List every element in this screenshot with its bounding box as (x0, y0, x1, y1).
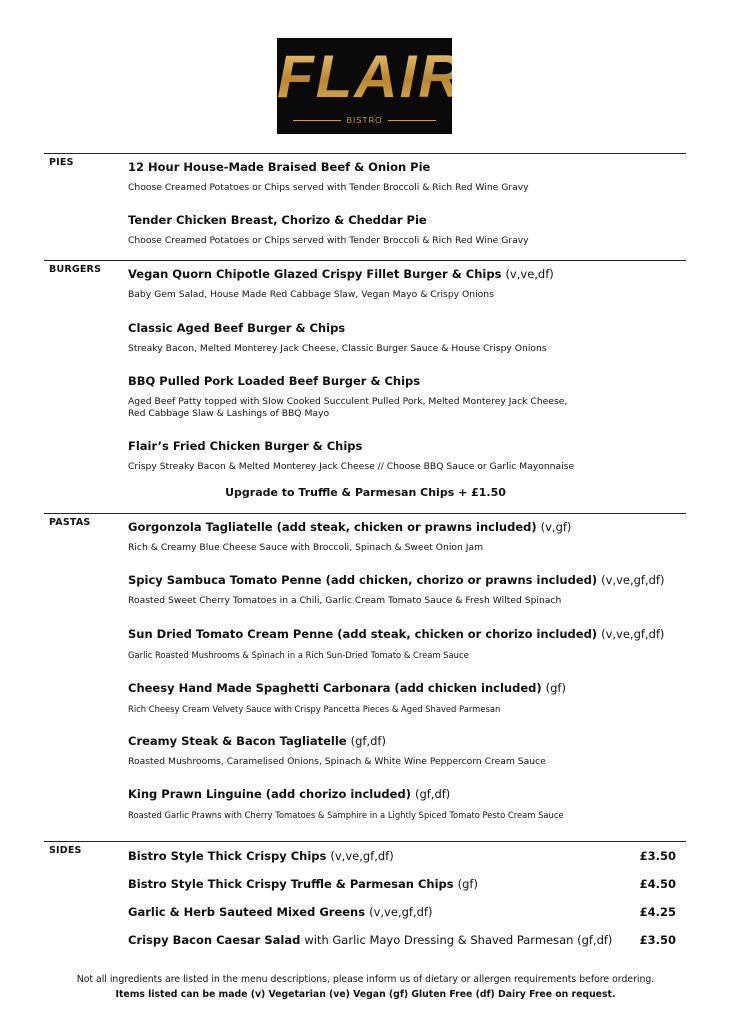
side-item-price: £3.50 (639, 933, 676, 947)
dietary-tags: (gf,df) (350, 734, 386, 748)
menu-item-description: Choose Creamed Potatoes or Chips served with Tender Broccoli & Rich Red Wine Gravy (128, 235, 529, 246)
dietary-tags: (gf) (457, 877, 478, 891)
menu-item-name (128, 787, 648, 801)
section-label-sides: SIDES (49, 845, 82, 856)
section-divider-sides (44, 841, 686, 842)
description-line: Red Cabbage Slaw & Lashings of BBQ Mayo (128, 408, 330, 419)
menu-item (128, 787, 648, 821)
side-item-name (128, 933, 612, 947)
menu-item-name: Classic Aged Beef Burger & Chips (128, 321, 346, 335)
menu-item-name (128, 520, 648, 534)
menu-item-description: Rich Cheesy Cream Velvety Sauce with Crispy Pancetta Pieces & Aged Shaved Parmesan (128, 704, 501, 714)
section-label-burgers: BURGERS (49, 264, 102, 275)
side-item-title: Crispy Bacon Caesar Salad (128, 933, 301, 947)
menu-item-description: Choose Creamed Potatoes or Chips served with Tender Broccoli & Rich Red Wine Gravy (128, 182, 529, 193)
logo-rule-left (293, 120, 341, 121)
dietary-tags: (v,ve,gf,df) (601, 573, 665, 587)
side-item (128, 877, 676, 891)
dietary-tags: (v,gf) (540, 520, 572, 534)
menu-item-name (128, 681, 648, 695)
dietary-tags: (v,ve,gf,df) (330, 849, 394, 863)
dietary-tags: (gf,df) (414, 787, 451, 801)
menu-item (128, 734, 648, 768)
logo-rule-right (388, 120, 436, 121)
side-item-price: £4.50 (639, 877, 676, 891)
dietary-tags: (v,ve,gf,df) (601, 627, 665, 641)
allergen-note: Not all ingredients are listed in the menu descriptions, please inform us of dietary or allergen requirements before ordering. (76, 974, 655, 985)
menu-item-description: Streaky Bacon, Melted Monterey Jack Cheese, Classic Burger Sauce & House Crispy Onions (128, 343, 547, 354)
menu-item-description: Crispy Streaky Bacon & Melted Monterey Jack Cheese // Choose BBQ Sauce or Garlic Mayonnaise (128, 461, 575, 472)
menu-item-description: Baby Gem Salad, House Made Red Cabbage Slaw, Vegan Mayo & Crispy Onions (128, 289, 494, 300)
side-item-extra: with Garlic Mayo Dressing & Shaved Parmesan (gf,df) (304, 933, 613, 947)
side-item-name (128, 849, 394, 863)
menu-item-name (128, 267, 648, 281)
menu-item-title: Spicy Sambuca Tomato Penne (add chicken, chorizo or prawns included) (128, 573, 598, 587)
section-label-pies: PIES (49, 157, 74, 168)
menu-item-title: Gorgonzola Tagliatelle (add steak, chicken or prawns included) (128, 520, 537, 534)
upgrade-note: Upgrade to Truffle & Parmesan Chips + £1.50 (225, 486, 506, 499)
menu-item-title: King Prawn Linguine (add chorizo included) (128, 787, 411, 801)
menu-item-title: Sun Dried Tomato Cream Penne (add steak, chicken or chorizo included) (128, 627, 598, 641)
side-item-title: Garlic & Herb Sauteed Mixed Greens (128, 905, 366, 919)
dietary-key-note: Items listed can be made (v) Vegetarian (ve) Vegan (gf) Gluten Free (df) Dairy Free on request. (115, 989, 616, 1000)
logo-wordmark: FLAIR (277, 43, 464, 110)
section-divider-pastas (44, 513, 686, 514)
menu-item (128, 267, 648, 301)
menu-item (128, 681, 648, 715)
dietary-tags: (gf) (545, 681, 566, 695)
menu-item-name (128, 627, 665, 641)
menu-item-description: Roasted Mushrooms, Caramelised Onions, Spinach & White Wine Peppercorn Cream Sauce (128, 756, 546, 767)
menu-item-title: Vegan Quorn Chipotle Glazed Crispy Fillet Burger & Chips (128, 267, 502, 281)
side-item (128, 933, 676, 947)
menu-item (128, 573, 665, 607)
menu-item-name: Tender Chicken Breast, Chorizo & Cheddar Pie (128, 213, 427, 227)
menu-item-name (128, 573, 665, 587)
menu-item-title: Cheesy Hand Made Spaghetti Carbonara (add chicken included) (128, 681, 542, 695)
logo-subline (277, 114, 452, 126)
menu-item-name: 12 Hour House-Made Braised Beef & Onion Pie (128, 160, 431, 174)
menu-item-description: Rich & Creamy Blue Cheese Sauce with Broccoli, Spinach & Sweet Onion Jam (128, 542, 484, 553)
side-item-title: Bistro Style Thick Crispy Truffle & Parmesan Chips (128, 877, 454, 891)
section-divider-burgers (44, 260, 686, 261)
side-item (128, 849, 676, 863)
side-item (128, 905, 676, 919)
menu-item-description: Garlic Roasted Mushrooms & Spinach in a Rich Sun-Dried Tomato & Cream Sauce (128, 650, 469, 660)
menu-item-description: Roasted Sweet Cherry Tomatoes in a Chili, Garlic Cream Tomato Sauce & Fresh Wilted Spinach (128, 595, 562, 606)
menu-item-name (128, 734, 648, 748)
description-line: Aged Beef Patty topped with Slow Cooked Succulent Pulled Pork, Melted Monterey Jack Cheese, (128, 396, 568, 407)
section-label-pastas: PASTAS (49, 517, 91, 528)
menu-item (128, 160, 648, 194)
menu-item-name: Flair’s Fried Chicken Burger & Chips (128, 439, 363, 453)
side-item-price: £3.50 (639, 849, 676, 863)
side-item-price: £4.25 (639, 905, 676, 919)
logo-bistro-text: BISTRO (346, 115, 383, 125)
menu-item (128, 374, 648, 420)
menu-item-description (128, 396, 648, 420)
menu-item-name: BBQ Pulled Pork Loaded Beef Burger & Chips (128, 374, 421, 388)
menu-item-title: Creamy Steak & Bacon Tagliatelle (128, 734, 347, 748)
section-divider-pies (44, 153, 686, 154)
menu-item (128, 213, 648, 247)
dietary-tags: (v,ve,gf,df) (369, 905, 433, 919)
flair-bistro-logo (277, 38, 464, 134)
side-item-title: Bistro Style Thick Crispy Chips (128, 849, 327, 863)
menu-item (128, 520, 648, 554)
menu-item-description: Roasted Garlic Prawns with Cherry Tomatoes & Samphire in a Lightly Spiced Tomato Pesto Cream Sauce (128, 810, 564, 820)
menu-item (128, 439, 648, 473)
side-item-name (128, 877, 478, 891)
menu-item (128, 627, 665, 661)
menu-item (128, 321, 648, 355)
side-item-name (128, 905, 432, 919)
dietary-tags: (v,ve,df) (505, 267, 554, 281)
